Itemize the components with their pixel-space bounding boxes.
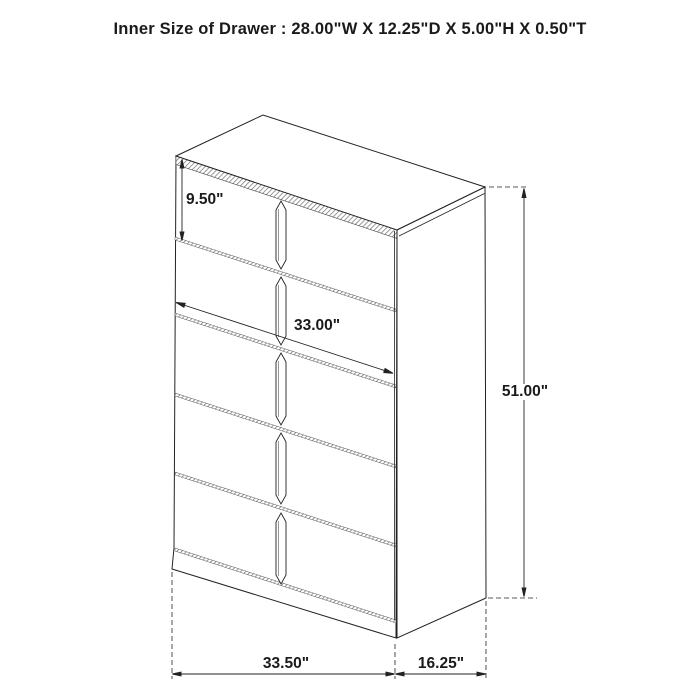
arrowhead-left [172,672,181,676]
label-overall-depth: 16.25" [417,655,465,672]
drawer-pull-grooves [276,201,286,584]
dim-overall-width-line [172,672,394,676]
arrowhead-up [522,189,526,198]
label-top-drawer-height: 9.50" [186,191,224,208]
arrowhead-right [477,672,486,676]
drawer-pull-groove [276,513,286,584]
drawer-pull-groove [276,201,286,269]
arrowhead-left [395,672,404,676]
dim-overall-depth-line [395,672,485,676]
cabinet-side-face [397,187,486,638]
drawer-pull-groove [276,277,286,345]
drawer-pull-groove [276,433,286,504]
diagram-title: Inner Size of Drawer : 28.00"W X 12.25"D X 5.00"H X 0.50"T [113,20,587,38]
label-drawer-front-width: 33.00" [294,317,341,334]
drawer-pull-groove [276,353,286,425]
label-overall-height: 51.00" [499,384,551,400]
arrowhead-right [386,672,395,676]
arrowhead-down [522,588,526,597]
label-overall-width: 33.50" [262,655,310,672]
